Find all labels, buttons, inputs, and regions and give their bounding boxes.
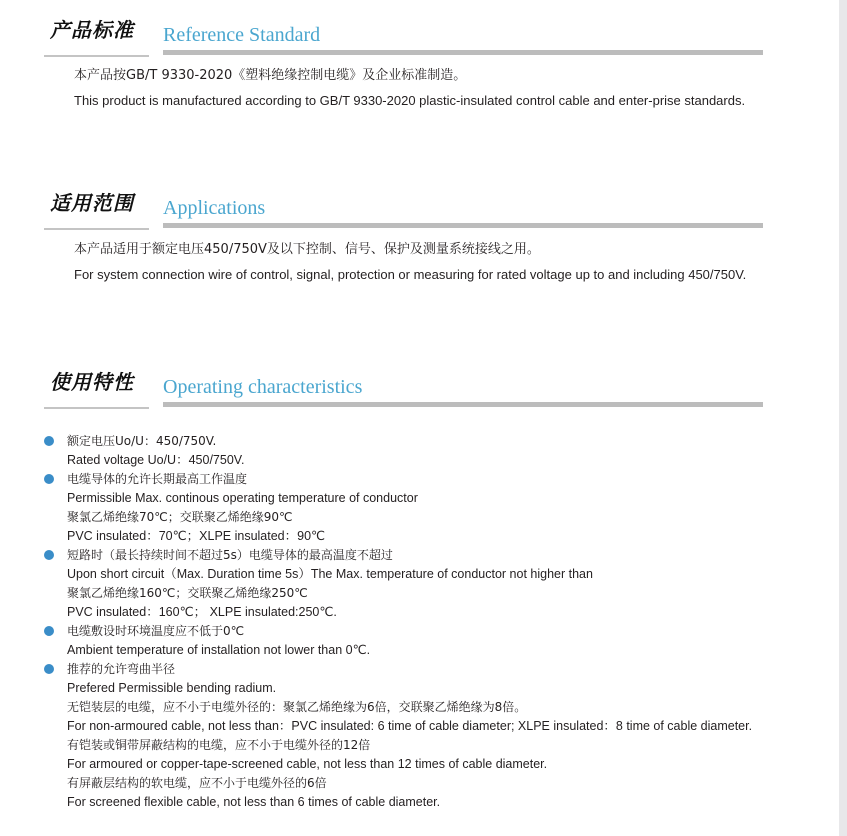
list-item-line: 有屏蔽层结构的软电缆，应不小于电缆外径的6倍 bbox=[67, 776, 327, 790]
section-title-en: Reference Standard bbox=[163, 24, 321, 46]
reference-standard-text-cn: 本产品按GB/T 9330-2020《塑料绝缘控制电缆》及企业标准制造。 bbox=[74, 68, 467, 83]
list-item-ambient-temperature bbox=[44, 622, 764, 660]
section-title-en: Applications bbox=[163, 197, 266, 219]
characteristics-list bbox=[44, 432, 764, 812]
section-title-en: Operating characteristics bbox=[163, 376, 363, 398]
bullet-dot-icon bbox=[44, 664, 54, 674]
list-item-bending-radius bbox=[44, 660, 764, 812]
list-item-line: 推荐的允许弯曲半径 bbox=[67, 662, 176, 676]
list-item-line: Ambient temperature of installation not lower than 0℃. bbox=[67, 643, 371, 657]
applications-text-en: For system connection wire of control, signal, protection or measuring for rated voltage up to and including 450/750V. bbox=[74, 267, 747, 282]
list-item-line: PVC insulated：160℃； XLPE insulated:250℃. bbox=[67, 605, 337, 619]
bullet-dot-icon bbox=[44, 550, 54, 560]
list-item-line: Upon short circuit（Max. Duration time 5s）The Max. temperature of conductor not higher than bbox=[67, 567, 593, 581]
section-title-cn: 产品标准 bbox=[50, 18, 134, 42]
list-item-line: 聚氯乙烯绝缘160℃；交联聚乙烯绝缘250℃ bbox=[67, 586, 308, 600]
list-item-line: 无铠装层的电缆，应不小于电缆外径的：聚氯乙烯绝缘为6倍，交联聚乙烯绝缘为8倍。 bbox=[67, 700, 527, 714]
list-item-line: 电缆导体的允许长期最高工作温度 bbox=[67, 472, 248, 486]
list-item-line: 额定电压Uo/U：450/750V. bbox=[67, 434, 217, 448]
applications-text-cn: 本产品适用于额定电压450/750V及以下控制、信号、保护及测量系统接线之用。 bbox=[74, 242, 540, 257]
list-item-operating-temperature bbox=[44, 470, 764, 546]
list-item-line: For screened flexible cable, not less than 6 times of cable diameter. bbox=[67, 795, 441, 809]
list-item-rated-voltage bbox=[44, 432, 764, 470]
bullet-dot-icon bbox=[44, 626, 54, 636]
list-item-line: 电缆敷设时环境温度应不低于0℃ bbox=[67, 624, 245, 638]
section-title-cn: 使用特性 bbox=[50, 370, 134, 394]
list-item-line: Permissible Max. continous operating temperature of conductor bbox=[67, 491, 418, 505]
section-header-operating-characteristics bbox=[0, 366, 847, 426]
bullet-dot-icon bbox=[44, 474, 54, 484]
list-item-line: Rated voltage Uo/U：450/750V. bbox=[67, 453, 245, 467]
list-item-line: 有铠装或铜带屏蔽结构的电缆，应不小于电缆外径的12倍 bbox=[67, 738, 371, 752]
section-divider-bar bbox=[163, 223, 763, 228]
bullet-dot-icon bbox=[44, 436, 54, 446]
title-underline bbox=[44, 407, 149, 409]
section-divider-bar bbox=[163, 50, 763, 55]
list-item-short-circuit-temperature bbox=[44, 546, 764, 622]
reference-standard-text-en: This product is manufactured according to GB/T 9330-2020 plastic-insulated control cable and enter-prise standards. bbox=[74, 93, 746, 108]
list-item-line: 聚氯乙烯绝缘70℃；交联聚乙烯绝缘90℃ bbox=[67, 510, 293, 524]
list-item-line: Prefered Permissible bending radium. bbox=[67, 681, 277, 695]
title-underline bbox=[44, 228, 149, 230]
list-item-line: PVC insulated：70℃；XLPE insulated：90℃ bbox=[67, 529, 326, 543]
section-divider-bar bbox=[163, 402, 763, 407]
list-item-line: For non-armoured cable, not less than：PVC insulated: 6 time of cable diameter; XLPE insulated：8 time of cable diameter. bbox=[67, 719, 753, 733]
list-item-line: 短路时（最长持续时间不超过5s）电缆导体的最高温度不超过 bbox=[67, 548, 393, 562]
section-title-cn: 适用范围 bbox=[50, 191, 134, 215]
list-item-line: For armoured or copper-tape-screened cable, not less than 12 times of cable diameter. bbox=[67, 757, 548, 771]
title-underline bbox=[44, 55, 149, 57]
